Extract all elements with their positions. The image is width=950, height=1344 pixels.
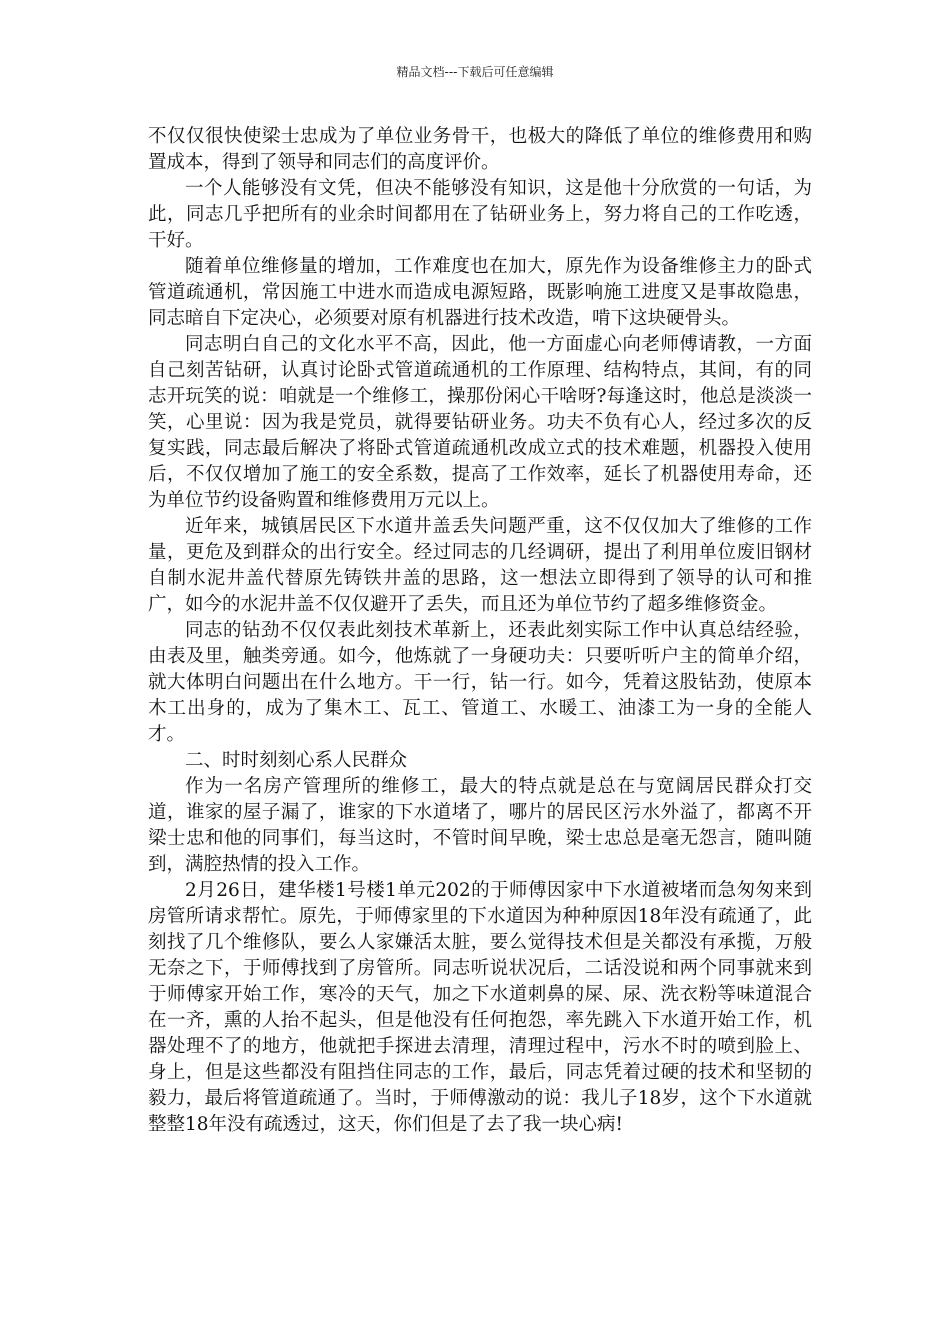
- paragraph-5: 近年来，城镇居民区下水道井盖丢失问题严重，这不仅仅加大了维修的工作量，更危及到群众的出行安全。经过同志的几经调研，提出了利用单位废旧钢材自制水泥井盖代替原先铸铁井盖的思路，这一想法立即得到了领导的认可和推广，如今的水泥井盖不仅仅避开了丢失，而且还为单位节约了超多维修资金。: [148, 516, 812, 615]
- document-body: [148, 124, 812, 1138]
- paragraph-7: 作为一名房产管理所的维修工，最大的特点就是总在与宽阔居民群众打交道，谁家的屋子漏了，谁家的下水道堵了，哪片的居民区污水外溢了，都离不开梁士忠和他的同事们，每当这时，不管时间早晚，梁士忠总是毫无怨言，随叫随到，满腔热情的投入工作。: [148, 776, 812, 875]
- paragraph-8: 2月26日，建华楼1号楼1单元202的于师傅因家中下水道被堵而急匆匆来到房管所请求帮忙。原先，于师傅家里的下水道因为种种原因18年没有疏通了，此刻找了几个维修队，要么人家嫌活太脏，要么觉得技术但是关都没有承揽，万般无奈之下，于师傅找到了房管所。同志听说状况后，二话没说和两个同事就来到于师傅家开始工作，寒冷的天气，加之下水道刺鼻的屎、尿、洗衣粉等味道混合在一齐，熏的人抬不起头，但是他没有任何抱怨，率先跳入下水道开始工作，机器处理不了的地方，他就把手探进去清理，清理过程中，污水不时的喷到脸上、身上，但是这些都没有阻挡住同志的工作，最后，同志凭着过硬的技术和坚韧的毅力，最后将管道疏通了。当时，于师傅激动的说：我儿子18岁，这个下水道就整整18年没有疏透过，这天，你们但是了去了我一块心病!: [148, 880, 812, 1135]
- page-header: 精品文档---下载后可任意编辑: [396, 65, 554, 79]
- paragraph-6: 同志的钻劲不仅仅表此刻技术革新上，还表此刻实际工作中认真总结经验，由表及里，触类旁通。如今，他炼就了一身硬功夫：只要听听户主的简单介绍，就大体明白问题出在什么地方。干一行，钻一行。如今，凭着这股钻劲，使原本木工出身的，成为了集木工、瓦工、管道工、水暖工、油漆工为一身的全能人才。: [148, 620, 812, 745]
- paragraph-2: 一个人能够没有文凭，但决不能够没有知识，这是他十分欣赏的一句话，为此，同志几乎把所有的业余时间都用在了钻研业务上，努力将自己的工作吃透，干好。: [148, 178, 812, 251]
- section-heading: 二、时时刻刻心系人民群众: [185, 750, 408, 771]
- paragraph-1: 不仅仅很快使梁士忠成为了单位业务骨干，也极大的降低了单位的维修费用和购置成本，得到了领导和同志们的高度评价。: [148, 126, 812, 173]
- paragraph-4: 同志明白自己的文化水平不高，因此，他一方面虚心向老师傅请教，一方面自己刻苦钻研，认真讨论卧式管道疏通机的工作原理、结构特点，其间，有的同志开玩笑的说：咱就是一个维修工，操那份闲心干啥呀?每逢这时，他总是淡淡一笑，心里说：因为我是党员，就得要钻研业务。功夫不负有心人，经过多次的反复实践，同志最后解决了将卧式管道疏通机改成立式的技术难题，机器投入使用后，不仅仅增加了施工的安全系数，提高了工作效率，延长了机器使用寿命，还为单位节约设备购置和维修费用万元以上。: [148, 334, 812, 511]
- paragraph-3: 随着单位维修量的增加，工作难度也在加大，原先作为设备维修主力的卧式管道疏通机，常因施工中进水而造成电源短路，既影响施工进度又是事故隐患，同志暗自下定决心，必须要对原有机器进行技术改造，啃下这块硬骨头。: [148, 256, 812, 329]
